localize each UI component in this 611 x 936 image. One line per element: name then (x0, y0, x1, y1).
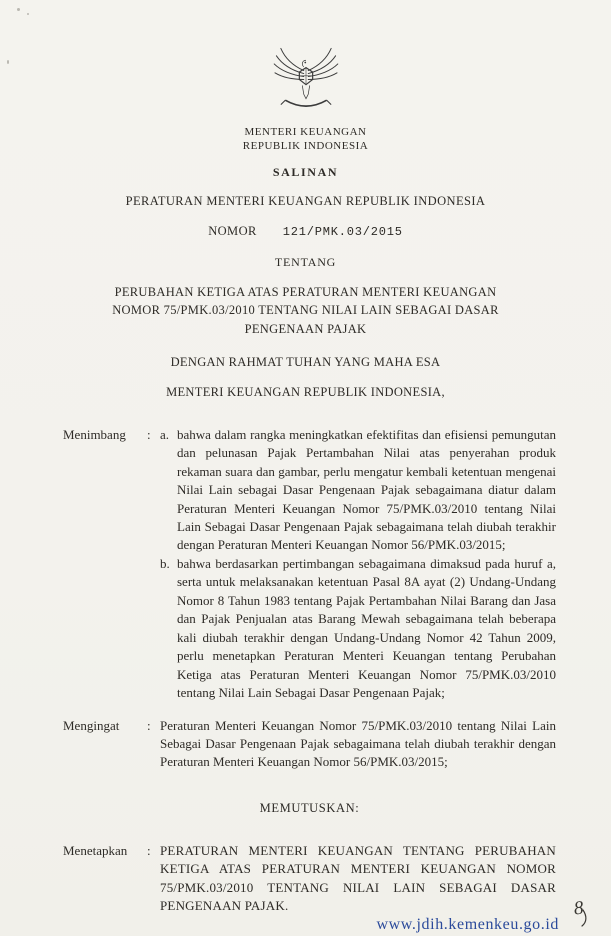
garuda-emblem-icon (269, 36, 343, 120)
scan-speck (7, 60, 9, 64)
tentang-label: TENTANG (274, 254, 337, 269)
menimbang-item-a (160, 426, 556, 555)
regulation-title: PERATURAN MENTERI KEUANGAN REPUBLIK INDONESIA (125, 193, 486, 208)
handwritten-page-mark: 8 (572, 897, 585, 920)
menetapkan-section (63, 842, 556, 916)
menimbang-item-a-text: bahwa dalam rangka meningkatkan efektifitas dan efisiensi pemungutan dan pelunasan Pajak Pertambahan Nilai atas penyerahan produk rekaman suara dan gambar, perlu mengatur kembali ketentuan mengenai Nilai Lain sebagai Dasar Pengenaan Pajak sebagaimana diatur dalam Peraturan Menteri Keuangan Nomor 75/PMK.03/2010 tentang Nilai Lain Sebagai Dasar Pengenaan Pajak sebagaimana telah diubah terakhir dengan Peraturan Menteri Keuangan Nomor 56/PMK.03/2015; (177, 426, 556, 553)
menimbang-section (63, 426, 556, 703)
mengingat-text: Peraturan Menteri Keuangan Nomor 75/PMK.03/2010 tentang Nilai Lain Sebagai Dasar Pengenaan Pajak sebagaimana telah diubah terakhir dengan Peraturan Menteri Keuangan Nomor 56/PMK.03/2015; (160, 717, 556, 770)
document-header (0, 0, 611, 400)
document-body (0, 426, 611, 916)
list-marker-a: a. (160, 426, 170, 442)
colon-separator: : (147, 426, 151, 442)
menetapkan-label: Menetapkan (63, 842, 128, 858)
nomor-label: NOMOR (208, 223, 257, 238)
regulation-number-line (0, 224, 611, 239)
mengingat-section (63, 717, 556, 772)
salinan-label: SALINAN (272, 164, 339, 179)
ministry-country: REPUBLIK INDONESIA (242, 139, 369, 152)
ministry-block (0, 126, 611, 154)
ministry-name: MENTERI KEUANGAN (244, 126, 367, 138)
jdih-website-link[interactable]: www.jdih.kemenkeu.go.id (376, 916, 559, 933)
menimbang-item-b-text: bahwa berdasarkan pertimbangan sebagaimana dimaksud pada huruf a, serta untuk melaksanakan ketentuan Pasal 8A ayat (2) Undang-Undang Nomor 8 Tahun 1983 tentang Pajak Pertambahan Nilai Barang dan Jasa dan Pajak Penjualan atas Barang Mewah sebagaimana telah beberapa kali diubah terakhir dengan Undang-Undang Nomor 42 Tahun 2009, perlu menetapkan Peraturan Menteri Keuangan tentang Perubahan Ketiga atas Peraturan Menteri Keuangan Nomor 75/PMK.03/2010 tentang Nilai Lain Sebagai Dasar Pengenaan Pajak; (177, 555, 556, 701)
list-marker-b: b. (160, 555, 170, 571)
scan-speck (27, 13, 29, 15)
colon-separator: : (147, 842, 151, 858)
scan-speck (17, 8, 20, 11)
menimbang-item-b (160, 555, 556, 703)
regulation-subject: PERUBAHAN KETIGA ATAS PERATURAN MENTERI KEUANGAN NOMOR 75/PMK.03/2010 TENTANG NILAI LAIN SEBAGAI DASAR PENGENAAN PAJAK (112, 284, 499, 336)
nomor-value: 121/PMK.03/2015 (282, 224, 403, 239)
mengingat-label: Mengingat (63, 717, 120, 733)
memutuskan-heading: MEMUTUSKAN: (259, 800, 360, 815)
grace-line: DENGAN RAHMAT TUHAN YANG MAHA ESA (170, 354, 441, 369)
menimbang-label: Menimbang (63, 426, 126, 442)
colon-separator: : (147, 717, 151, 733)
menimbang-content (160, 426, 556, 703)
issuer-line: MENTERI KEUANGAN REPUBLIK INDONESIA, (166, 384, 445, 399)
pen-stroke-icon (579, 908, 591, 928)
menetapkan-text: PERATURAN MENTERI KEUANGAN TENTANG PERUBAHAN KETIGA ATAS PERATURAN MENTERI KEUANGAN NOMOR 75/PMK.03/2010 TENTANG NILAI LAIN SEBAGAI DASAR PENGENAAN PAJAK. (160, 842, 556, 914)
